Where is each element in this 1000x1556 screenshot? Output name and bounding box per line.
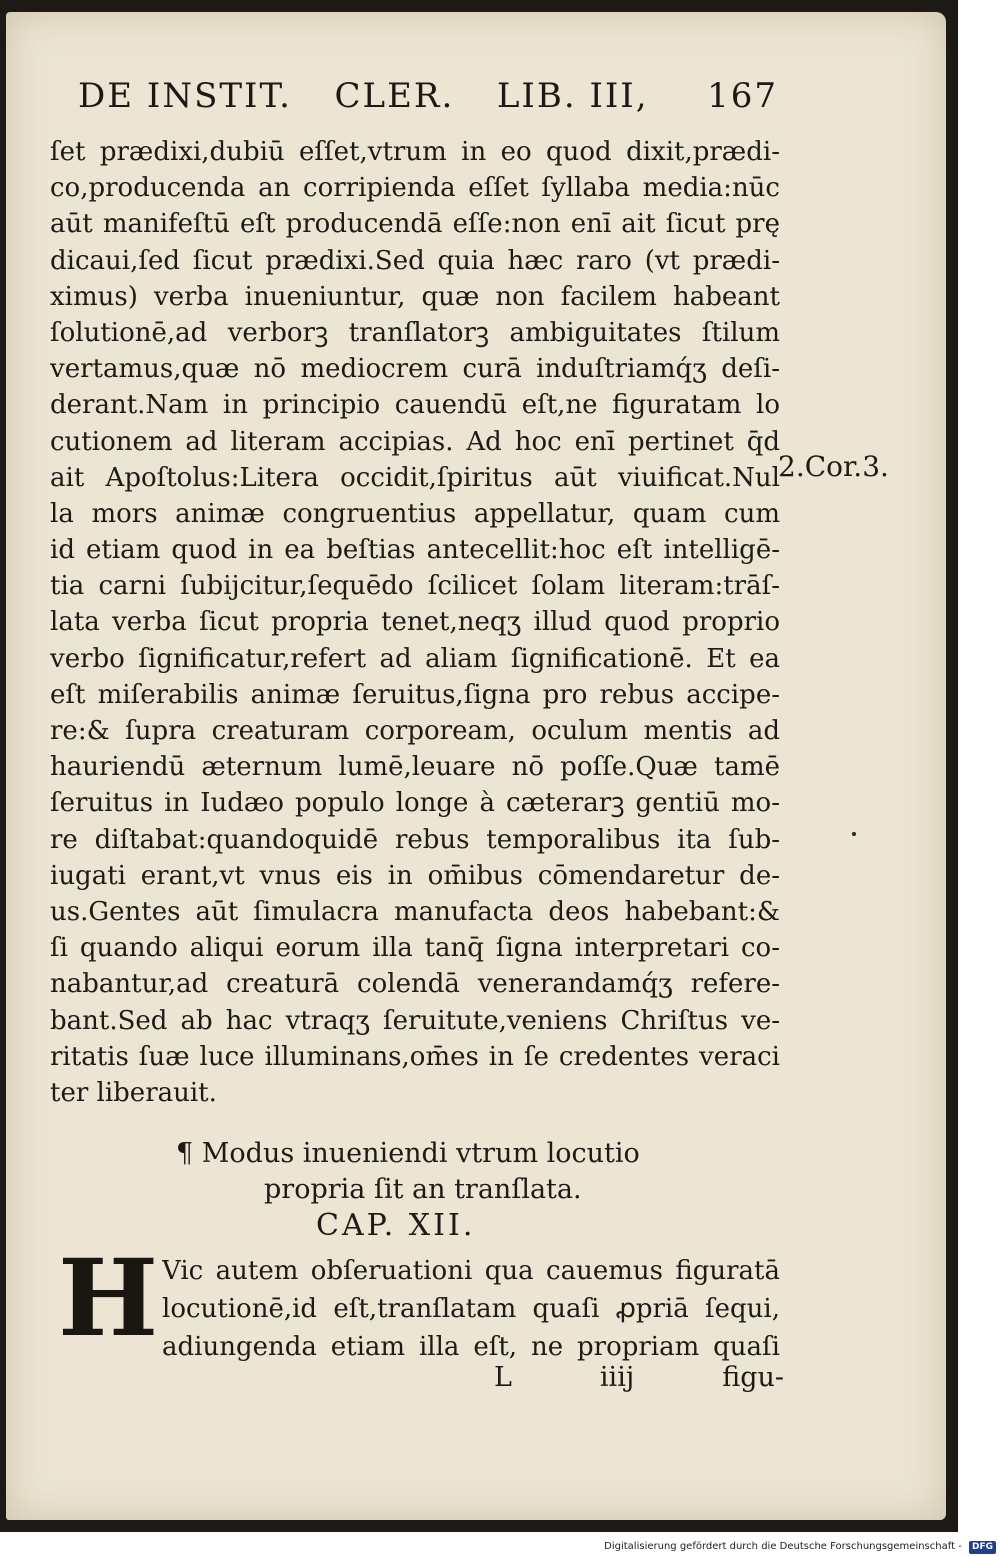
digitization-footer — [0, 1538, 996, 1556]
chapter-heading-line: propria ſit an tranſlata. — [264, 1174, 582, 1205]
text-line: aūt manifeſtū eſt producendā eſſe:non enī ait ſicut prę — [50, 209, 780, 240]
text-line: eſt miſerabilis animæ ſeruitus,ſigna pro rebus accipe- — [50, 679, 780, 710]
text-line: ritatis ſuæ luce illuminans,om̄es in ſe credentes veraci — [50, 1041, 780, 1072]
text-line: adiungenda etiam illa eſt, ne propriam quaſi — [162, 1332, 780, 1362]
text-line: vertamus,quæ nō mediocrem curā induſtriamq́ʒ deſi- — [50, 354, 780, 385]
page-number: 167 — [707, 76, 778, 116]
text-line: lata verba ſicut propria tenet,neqʒ illud quod proprio — [50, 607, 780, 638]
ink-speck — [852, 832, 856, 836]
text-line: dicaui,ſed ſicut prædixi.Sed quia hæc raro (vt prædi- — [50, 245, 780, 276]
decorated-initial: H — [58, 1235, 159, 1360]
margin-note: 2.Cor.3. — [778, 450, 889, 483]
text-line: us.Gentes aūt ſimulacra manufacta deos habebant:& — [50, 896, 780, 927]
text-line: hauriendū æternum lumē,leuare nō poſſe.Quæ tamē — [50, 752, 780, 783]
chapter-heading-line: ¶ Modus inueniendi vtrum locutio — [176, 1138, 640, 1169]
text-line: ximus) verba inueniuntur, quæ non facilem habeant — [50, 281, 780, 312]
chapter-text — [162, 1252, 780, 1366]
text-line: iugati erant,vt vnus eis in om̄ibus cōmendaretur de- — [50, 860, 780, 891]
text-line: re:& ſupra creaturam corpoream, oculum mentis ad — [50, 716, 780, 746]
text-line: ſeruitus in Iudæo populo longe à cæterarꝫ gentiū mo- — [50, 788, 780, 819]
chapter-heading — [176, 1136, 676, 1208]
text-line: locutionē,id eſt,tranſlatam quaſi ꝓpriā ſequi, — [162, 1294, 780, 1324]
signature-mark: L — [494, 1362, 512, 1393]
running-head-left: DE INSTIT. — [78, 76, 292, 116]
text-line: co,producenda an corripienda eſſet ſyllaba media:nūc — [50, 173, 780, 204]
text-line: ſi quando aliqui eorum illa tanq̄ ſigna interpretari co- — [50, 933, 780, 964]
footer-text: Digitalisierung gefördert durch die Deutsche Forschungsgemeinschaft - — [604, 1541, 962, 1552]
signature-number: iiij — [599, 1362, 635, 1393]
running-head-right: LIB. III, — [496, 76, 649, 116]
dfg-logo: DFG — [969, 1541, 996, 1554]
text-line: cutionem ad literam accipias. Ad hoc enī pertinet q̄d — [50, 426, 780, 457]
text-line: tia carni ſubijcitur,ſequēdo ſcilicet ſolam literam:trāſ- — [50, 571, 780, 602]
text-line: Vic autem obſeruationi qua cauemus figuratā — [162, 1256, 780, 1286]
text-line: ſolutionē,ad verborꝫ tranſlatorꝫ ambiguitates ſtilum — [50, 317, 780, 348]
chapter-number: CAP. XII. — [316, 1208, 476, 1243]
text-line: ſet prædixi,dubiū eſſet,vtrum in eo quod dixit,prædi- — [50, 137, 780, 167]
text-line: la mors animæ congruentius appellatur, quam cum — [50, 498, 780, 529]
text-line: nabantur,ad creaturā colendā venerandamq́ʒ refere- — [50, 969, 780, 1000]
body-text — [50, 134, 780, 1111]
running-head-center: CLER. — [334, 76, 455, 116]
catchword: figu- — [722, 1362, 784, 1393]
text-line: ter liberauit. — [50, 1077, 217, 1108]
text-line: ait Apoſtolus:Litera occidit,ſpiritus aūt viuificat.Nul — [50, 462, 780, 493]
running-head — [78, 76, 778, 116]
text-line: verbo ſignificatur,refert ad aliam ſignificationē. Et ea — [50, 643, 780, 674]
text-line: re diſtabat:quandoquidē rebus temporalibus ita ſub- — [50, 824, 780, 855]
text-line: derant.Nam in principio cauendū eſt,ne figuratam lo — [50, 390, 780, 421]
signature-line — [494, 1362, 784, 1393]
book-page — [6, 12, 946, 1520]
text-line: id etiam quod in ea beſtias antecellit:hoc eſt intelligē- — [50, 535, 780, 566]
text-line: bant.Sed ab hac vtraqʒ ſeruitute,veniens Chriſtus ve- — [50, 1005, 780, 1036]
